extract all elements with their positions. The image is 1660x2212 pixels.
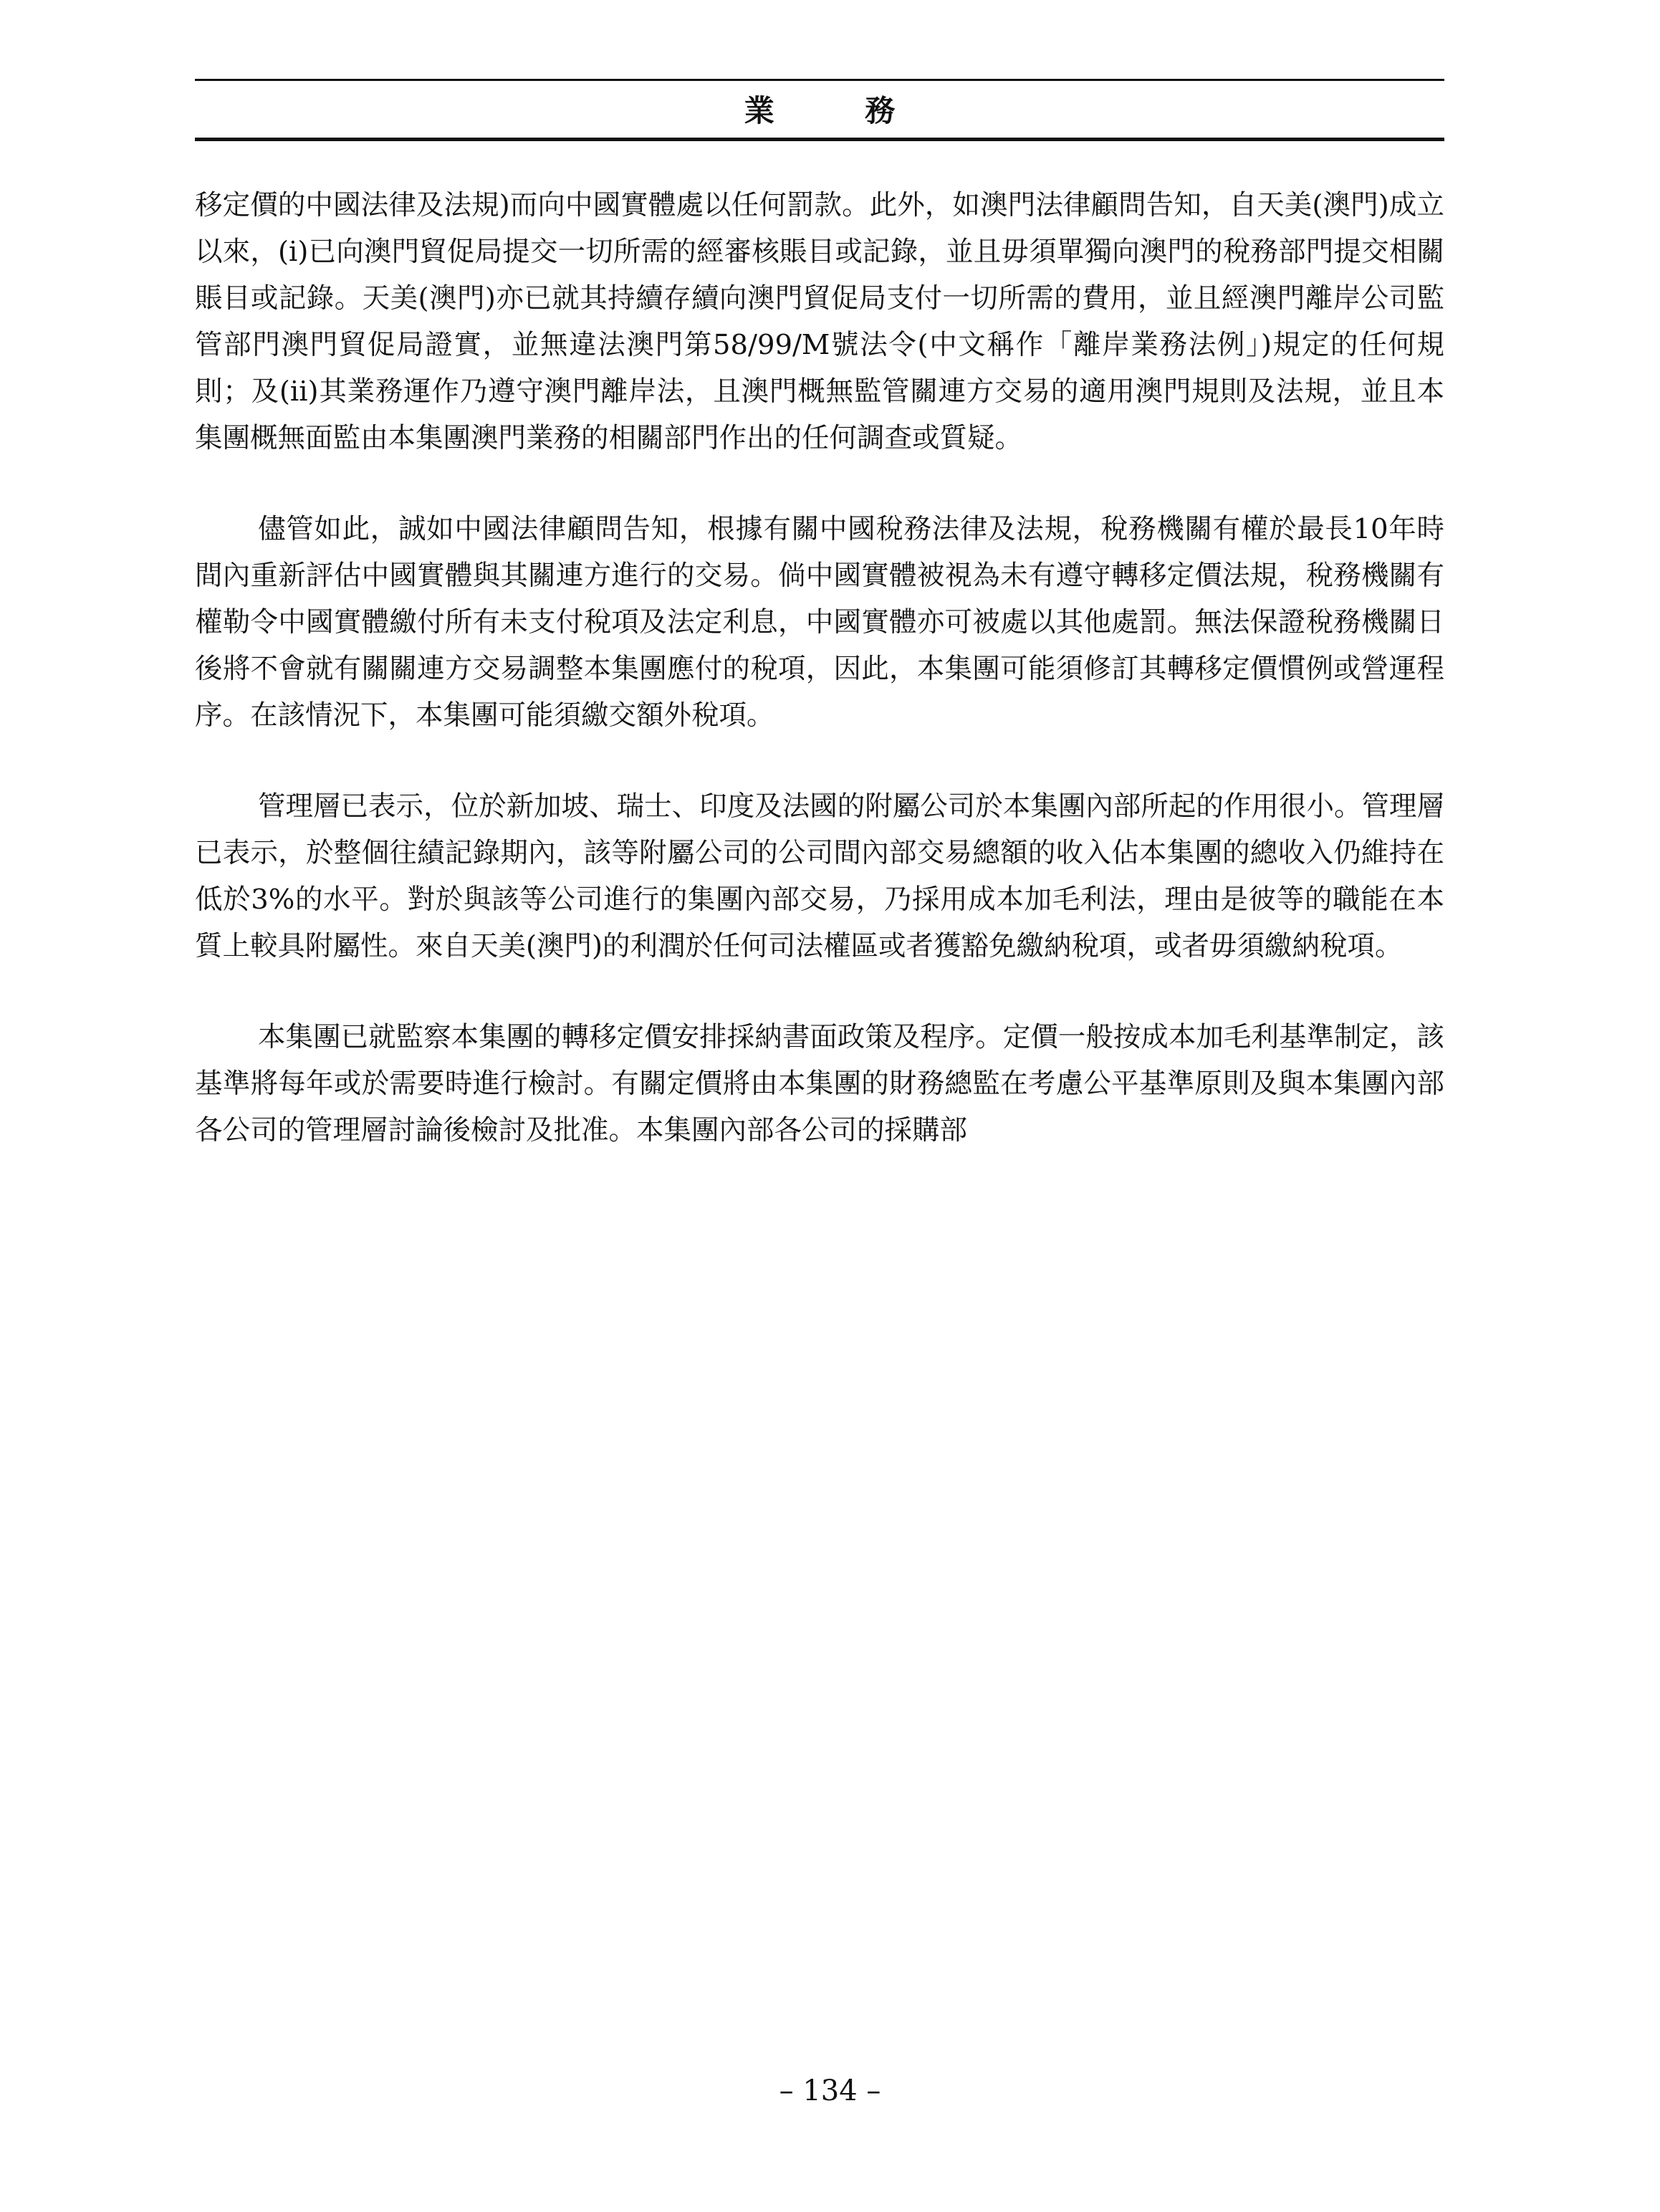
section-title: 業 務 bbox=[744, 93, 936, 128]
paragraph-transfer-pricing-policy: 本集團已就監察本集團的轉移定價安排採納書面政策及程序。定價一般按成本加毛利基準制定，該基準將每年或於需要時進行檢討。有關定價將由本集團的財務總監在考慮公平基準原則及與本集團內部各公司的管理層討論後檢討及批准。本集團內部各公司的採購部 bbox=[195, 1021, 1444, 1146]
paragraph-continued: 移定價的中國法律及法規)而向中國實體處以任何罰款。此外，如澳門法律顧問告知，自天美(澳門)成立以來，(i)已向澳門貿促局提交一切所需的經審核賬目或記錄，並且毋須單獨向澳門的稅務部門提交相關賬目或記錄。天美(澳門)亦已就其持續存續向澳門貿促局支付一切所需的費用，並且經澳門離岸公司監管部門澳門貿促局證實，並無違法澳門第58/99/M號法令(中文稱作「離岸業務法例」)規定的任何規則；及(ii)其業務運作乃遵守澳門離岸法，且澳門概無監管關連方交易的適用澳門規則及法規，並且本集團概無面監由本集團澳門業務的相關部門作出的任何調查或質疑。 bbox=[195, 189, 1444, 454]
page-number: – 134 – bbox=[779, 2074, 881, 2107]
paragraph-subsidiaries: 管理層已表示，位於新加坡、瑞士、印度及法國的附屬公司於本集團內部所起的作用很小。管理層已表示，於整個往績記錄期內，該等附屬公司的公司間內部交易總額的收入佔本集團的總收入仍維持在低於3%的水平。對於與該等公司進行的集團內部交易，乃採用成本加毛利法，理由是彼等的職能在本質上較具附屬性。來自天美(澳門)的利潤於任何司法權區或者獲豁免繳納稅項，或者毋須繳納稅項。 bbox=[195, 790, 1444, 962]
header-bottom-rule bbox=[195, 138, 1444, 141]
body-text bbox=[195, 182, 1444, 1154]
paragraph-tax-review: 儘管如此，誠如中國法律顧問告知，根據有關中國稅務法律及法規，稅務機關有權於最長10年時間內重新評估中國實體與其關連方進行的交易。倘中國實體被視為未有遵守轉移定價法規，稅務機關有權勒令中國實體繳付所有未支付稅項及法定利息，中國實體亦可被處以其他處罰。無法保證稅務機關日後將不會就有關關連方交易調整本集團應付的稅項，因此，本集團可能須修訂其轉移定價慣例或營運程序。在該情況下，本集團可能須繳交額外稅項。 bbox=[195, 513, 1444, 732]
header-top-rule bbox=[195, 79, 1444, 81]
